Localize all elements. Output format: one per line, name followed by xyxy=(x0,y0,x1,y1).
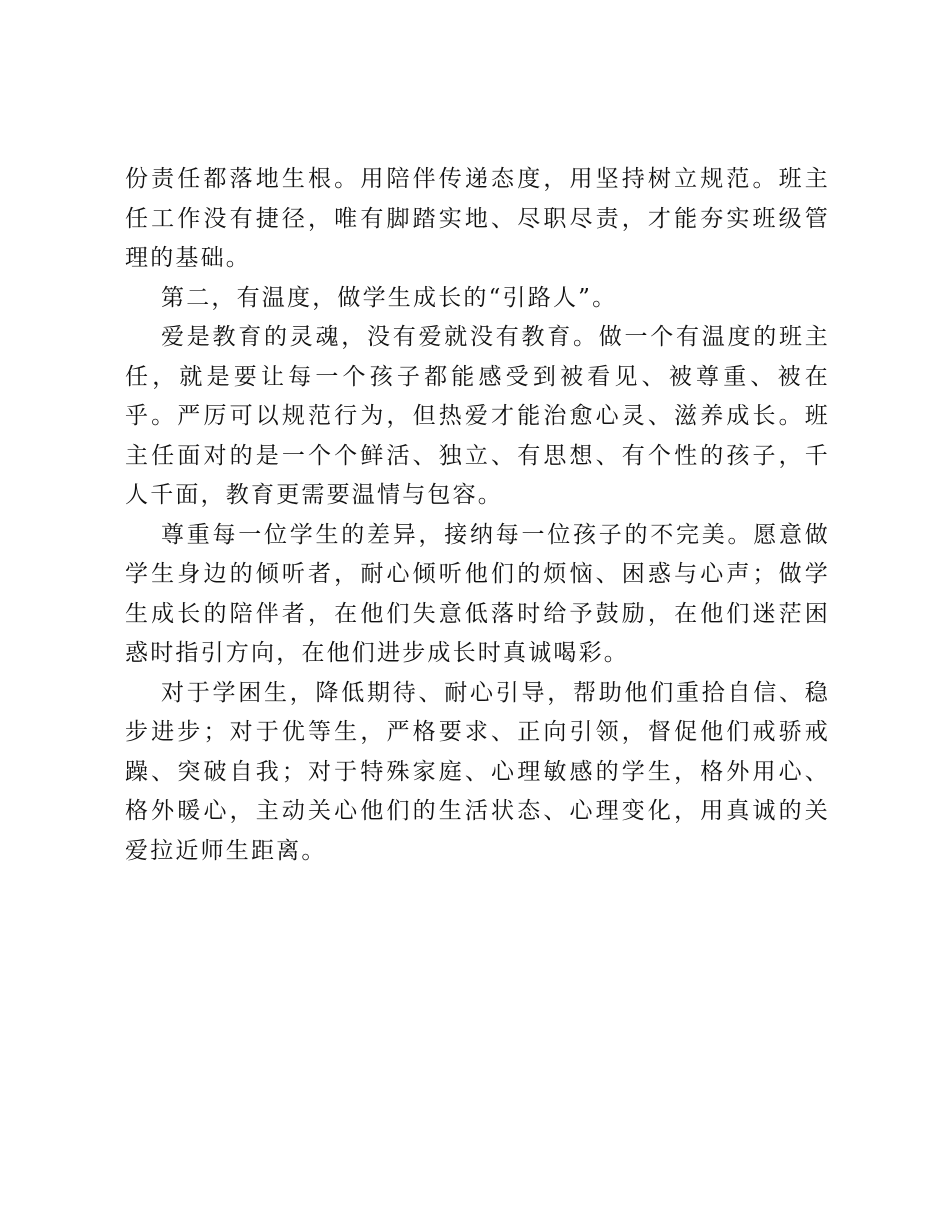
paragraph-continuation: 份责任都落地生根。用陪伴传递态度，用坚持树立规范。班主任工作没有捷径，唯有脚踏实地、尽职尽责，才能夯实班级管理的基础。 xyxy=(125,166,830,271)
paragraph: 爱是教育的灵魂，没有爱就没有教育。做一个有温度的班主任，就是要让每一个孩子都能感受到被看见、被尊重、被在乎。严厉可以规范行为，但热爱才能治愈心灵、滋养成长。班主任面对的是一个个鲜活、独立、有思想、有个性的孩子，千人千面，教育更需要温情与包容。 xyxy=(125,324,830,508)
section-heading: 第二，有温度，做学生成长的“引路人”。 xyxy=(161,284,618,311)
document-body xyxy=(125,160,830,871)
paragraph: 对于学困生，降低期待、耐心引导，帮助他们重拾自信、稳步进步；对于优等生，严格要求、正向引领，督促他们戒骄戒躁、突破自我；对于特殊家庭、心理敏感的学生，格外用心、格外暖心，主动关心他们的生活状态、心理变化，用真诚的关爱拉近师生距离。 xyxy=(125,679,830,864)
paragraph: 尊重每一位学生的差异，接纳每一位孩子的不完美。愿意做学生身边的倾听者，耐心倾听他们的烦恼、困惑与心声；做学生成长的陪伴者，在他们失意低落时给予鼓励，在他们迷茫困惑时指引方向，在他们进步成长时真诚喝彩。 xyxy=(125,521,830,666)
